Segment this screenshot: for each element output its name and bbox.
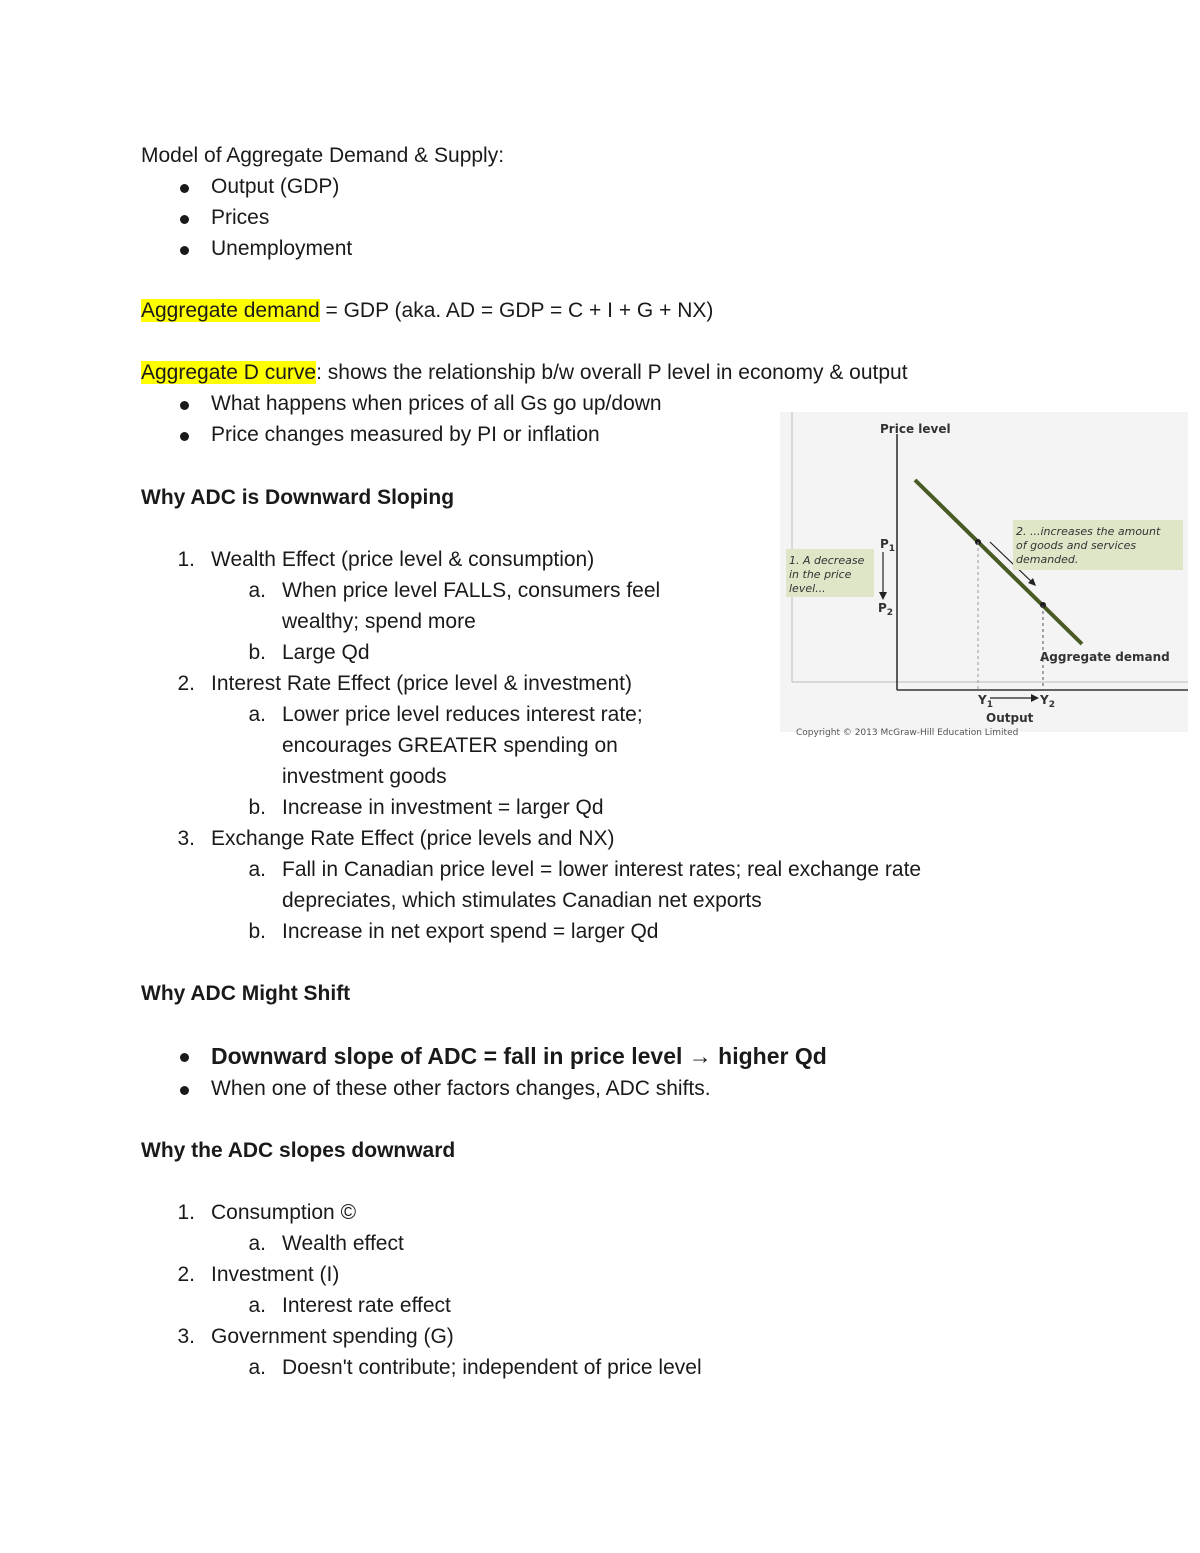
copyright-text: Copyright © 2013 McGraw-Hill Education Limited xyxy=(796,728,1019,738)
ad-definition xyxy=(141,298,713,324)
list-number: 2. xyxy=(177,672,195,695)
intro-title: Model of Aggregate Demand & Supply: xyxy=(141,144,505,167)
government-sub: Doesn't contribute; independent of price level xyxy=(282,1356,702,1379)
ad-term-highlight: Aggregate demand xyxy=(141,299,320,322)
y2-subscript: 2 xyxy=(1048,700,1055,710)
exchange-rate-effect-item: Exchange Rate Effect (price levels and NX) xyxy=(211,827,615,850)
p2-letter: P xyxy=(878,601,887,615)
adc-term-highlight: Aggregate D curve xyxy=(141,361,317,384)
list-letter: a. xyxy=(248,1294,266,1317)
heading-downward-sloping: Why ADC is Downward Sloping xyxy=(141,486,455,509)
interest-rate-sub-a-line2: encourages GREATER spending on xyxy=(282,734,618,757)
adc-definition-text: : shows the relationship b/w overall P level in economy & output xyxy=(316,361,908,384)
investment-sub: Interest rate effect xyxy=(282,1294,451,1317)
list-letter: b. xyxy=(248,796,266,819)
list-number: 1. xyxy=(177,548,195,571)
wealth-effect-sub-a-line1: When price level FALLS, consumers feel xyxy=(282,579,661,602)
p1-letter: P xyxy=(880,537,889,551)
p2-subscript: 2 xyxy=(886,608,894,618)
aggregate-demand-figure xyxy=(780,412,1188,738)
shift-bullet-slope: Downward slope of ADC = fall in price level → higher Qd xyxy=(211,1043,827,1069)
list-number: 1. xyxy=(177,1201,195,1224)
y-axis-label: Price level xyxy=(880,422,951,436)
consumption-sub: Wealth effect xyxy=(282,1232,404,1255)
list-letter: a. xyxy=(248,1356,266,1379)
curve-label: Aggregate demand xyxy=(1040,650,1170,664)
intro-bullet-prices: Prices xyxy=(211,206,270,229)
right-note-line1: 2. ...increases the amount xyxy=(1016,525,1161,538)
list-number: 2. xyxy=(177,1263,195,1286)
list-number: 3. xyxy=(177,827,195,850)
list-letter: b. xyxy=(248,920,266,943)
p1-subscript: 1 xyxy=(888,544,896,554)
x-axis-label: Output xyxy=(986,711,1034,725)
exchange-rate-sub-a-line1: Fall in Canadian price level = lower interest rates; real exchange rate xyxy=(282,858,922,881)
y2-letter: Y xyxy=(1040,693,1049,707)
aggregate-demand-svg xyxy=(780,412,1188,738)
investment-item: Investment (I) xyxy=(211,1263,340,1286)
adc-definition xyxy=(141,360,908,386)
right-note-line2: of goods and services xyxy=(1016,539,1137,552)
list-letter: a. xyxy=(248,858,266,881)
interest-rate-sub-b: Increase in investment = larger Qd xyxy=(282,796,604,819)
interest-rate-sub-a-line1: Lower price level reduces interest rate; xyxy=(282,703,643,726)
interest-rate-effect-item: Interest Rate Effect (price level & investment) xyxy=(211,672,632,695)
list-number: 3. xyxy=(177,1325,195,1348)
y1-letter: Y xyxy=(978,693,987,707)
y1-subscript: 1 xyxy=(986,700,993,710)
left-note-line3: level... xyxy=(789,582,826,595)
heading-might-shift: Why ADC Might Shift xyxy=(141,982,351,1005)
intro-bullet-unemployment: Unemployment xyxy=(211,237,353,260)
adc-bullet-measured: Price changes measured by PI or inflation xyxy=(211,423,600,446)
list-letter: b. xyxy=(248,641,266,664)
right-note-line3: demanded. xyxy=(1016,553,1079,566)
consumption-item: Consumption © xyxy=(211,1201,357,1224)
government-item: Government spending (G) xyxy=(211,1325,454,1348)
list-letter: a. xyxy=(248,703,266,726)
left-note-line2: in the price xyxy=(789,568,852,581)
adc-bullet-prices-change: What happens when prices of all Gs go up/down xyxy=(211,392,662,415)
interest-rate-sub-a-line3: investment goods xyxy=(282,765,447,788)
exchange-rate-sub-a-line2: depreciates, which stimulates Canadian net exports xyxy=(282,889,762,912)
shift-bullet-factors: When one of these other factors changes, ADC shifts. xyxy=(211,1077,711,1100)
heading-slopes-downward: Why the ADC slopes downward xyxy=(141,1139,456,1162)
exchange-rate-sub-b: Increase in net export spend = larger Qd xyxy=(282,920,659,943)
left-note-line1: 1. A decrease xyxy=(789,554,865,567)
list-letter: a. xyxy=(248,579,266,602)
wealth-effect-sub-b: Large Qd xyxy=(282,641,370,664)
intro-bullet-output: Output (GDP) xyxy=(211,175,340,198)
wealth-effect-sub-a-line2: wealthy; spend more xyxy=(282,610,476,633)
list-letter: a. xyxy=(248,1232,266,1255)
ad-definition-text: = GDP (aka. AD = GDP = C + I + G + NX) xyxy=(319,299,714,322)
wealth-effect-item: Wealth Effect (price level & consumption) xyxy=(211,548,595,571)
